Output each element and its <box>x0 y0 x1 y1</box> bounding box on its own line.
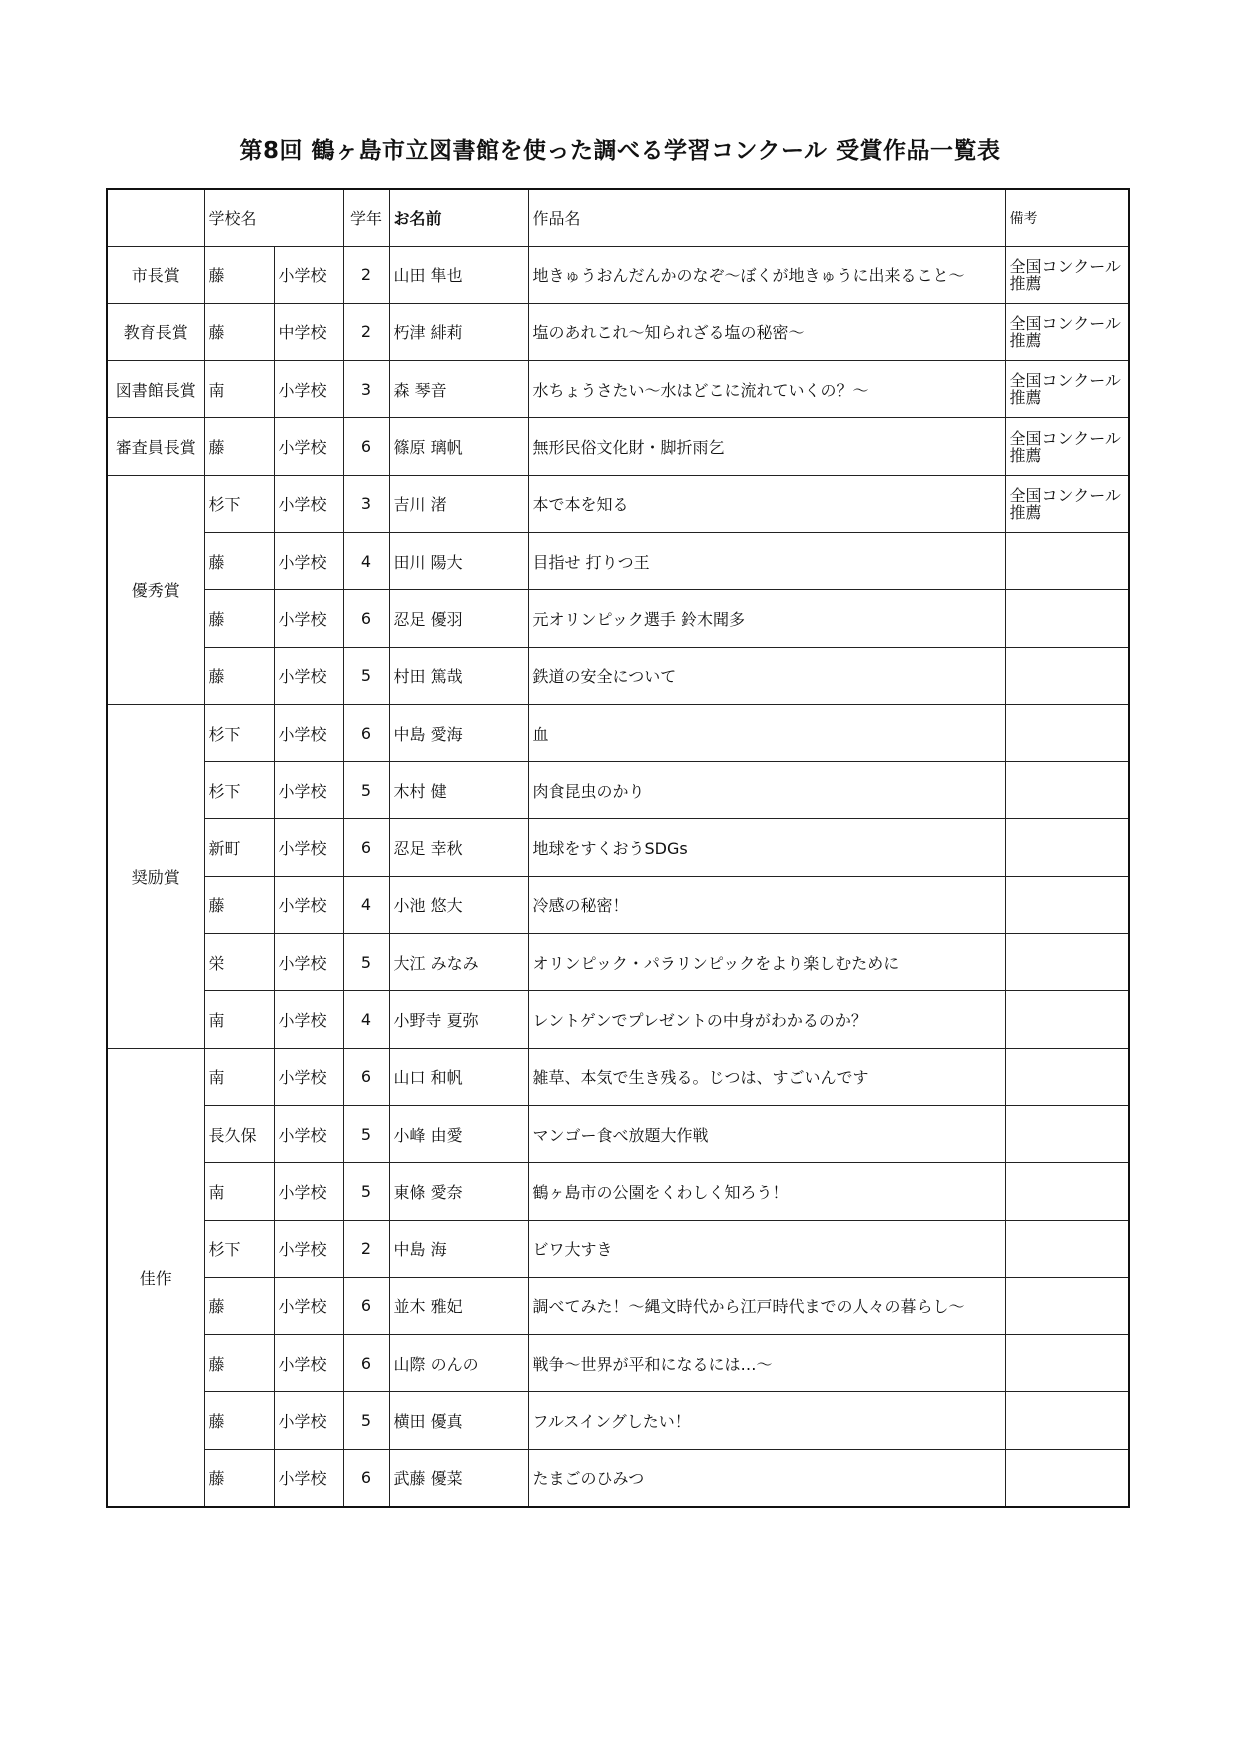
school-cell: 藤 <box>204 1449 274 1506</box>
school-cell: 杉下 <box>204 762 274 819</box>
school-type-cell: 小学校 <box>274 246 343 303</box>
grade-cell: 2 <box>343 1220 389 1277</box>
award-category: 市長賞 <box>107 246 204 303</box>
work-title-cell: 鶴ヶ島市の公園をくわしく知ろう！ <box>528 1163 1005 1220</box>
grade-cell: 4 <box>343 991 389 1048</box>
grade-cell: 6 <box>343 1277 389 1334</box>
name-cell: 忍足 幸秋 <box>389 819 528 876</box>
note-cell <box>1005 991 1129 1048</box>
work-title-cell: 雑草、本気で生き残る。じつは、すごいんです <box>528 1048 1005 1105</box>
table-row <box>107 819 1129 876</box>
name-cell: 東條 愛奈 <box>389 1163 528 1220</box>
note-cell <box>1005 1392 1129 1449</box>
table-row <box>107 934 1129 991</box>
name-cell: 吉川 渚 <box>389 475 528 532</box>
school-cell: 藤 <box>204 876 274 933</box>
work-title-cell: ビワ大すき <box>528 1220 1005 1277</box>
school-cell: 杉下 <box>204 475 274 532</box>
table-row <box>107 762 1129 819</box>
grade-cell: 6 <box>343 1335 389 1392</box>
table-row <box>107 704 1129 761</box>
note-cell <box>1005 532 1129 589</box>
header-award <box>107 189 204 246</box>
note-cell <box>1005 704 1129 761</box>
school-type-cell: 小学校 <box>274 1105 343 1162</box>
school-type-cell: 小学校 <box>274 1335 343 1392</box>
table-row <box>107 876 1129 933</box>
school-type-cell: 小学校 <box>274 532 343 589</box>
school-type-cell: 小学校 <box>274 819 343 876</box>
header-note: 備考 <box>1005 189 1129 246</box>
table-row <box>107 532 1129 589</box>
note-cell <box>1005 590 1129 647</box>
school-type-cell: 小学校 <box>274 991 343 1048</box>
grade-cell: 2 <box>343 246 389 303</box>
grade-cell: 5 <box>343 934 389 991</box>
school-type-cell: 小学校 <box>274 361 343 418</box>
table-row <box>107 475 1129 532</box>
school-cell: 南 <box>204 361 274 418</box>
school-cell: 長久保 <box>204 1105 274 1162</box>
award-category: 優秀賞 <box>107 475 204 704</box>
award-category: 教育長賞 <box>107 303 204 360</box>
work-title-cell: 無形民俗文化財・脚折雨乞 <box>528 418 1005 475</box>
grade-cell: 5 <box>343 1392 389 1449</box>
table-row <box>107 590 1129 647</box>
name-cell: 森 琴音 <box>389 361 528 418</box>
school-type-cell: 小学校 <box>274 704 343 761</box>
school-type-cell: 中学校 <box>274 303 343 360</box>
note-cell <box>1005 819 1129 876</box>
work-title-cell: 血 <box>528 704 1005 761</box>
school-cell: 藤 <box>204 418 274 475</box>
school-cell: 藤 <box>204 532 274 589</box>
school-type-cell: 小学校 <box>274 418 343 475</box>
name-cell: 篠原 璃帆 <box>389 418 528 475</box>
note-cell <box>1005 1048 1129 1105</box>
table-row <box>107 647 1129 704</box>
note-cell <box>1005 1449 1129 1506</box>
table-row <box>107 303 1129 360</box>
school-type-cell: 小学校 <box>274 762 343 819</box>
name-cell: 木村 健 <box>389 762 528 819</box>
name-cell: 小野寺 夏弥 <box>389 991 528 1048</box>
name-cell: 朽津 緋莉 <box>389 303 528 360</box>
school-type-cell: 小学校 <box>274 1449 343 1506</box>
grade-cell: 5 <box>343 647 389 704</box>
note-cell <box>1005 934 1129 991</box>
work-title-cell: 調べてみた！～縄文時代から江戸時代までの人々の暮らし～ <box>528 1277 1005 1334</box>
name-cell: 山田 隼也 <box>389 246 528 303</box>
work-title-cell: フルスイングしたい！ <box>528 1392 1005 1449</box>
note-cell: 全国コンクール 推薦 <box>1005 303 1129 360</box>
school-type-cell: 小学校 <box>274 647 343 704</box>
work-title-cell: 戦争～世界が平和になるには…～ <box>528 1335 1005 1392</box>
work-title-cell: マンゴー食べ放題大作戦 <box>528 1105 1005 1162</box>
work-title-cell: オリンピック・パラリンピックをより楽しむために <box>528 934 1005 991</box>
name-cell: 山際 のんの <box>389 1335 528 1392</box>
grade-cell: 2 <box>343 303 389 360</box>
award-table <box>106 188 1130 1508</box>
table-row <box>107 1392 1129 1449</box>
table-row <box>107 1277 1129 1334</box>
work-title-cell: 目指せ 打りつ王 <box>528 532 1005 589</box>
work-title-cell: 鉄道の安全について <box>528 647 1005 704</box>
school-cell: 藤 <box>204 246 274 303</box>
table-row <box>107 1449 1129 1506</box>
page-title: 第8回 鶴ヶ島市立図書館を使った調べる学習コンクール 受賞作品一覧表 <box>239 138 1001 164</box>
note-cell <box>1005 1105 1129 1162</box>
table-row <box>107 418 1129 475</box>
table-row <box>107 1220 1129 1277</box>
school-cell: 南 <box>204 991 274 1048</box>
note-cell <box>1005 1335 1129 1392</box>
note-cell: 全国コンクール 推薦 <box>1005 475 1129 532</box>
table-row <box>107 246 1129 303</box>
table-row <box>107 1048 1129 1105</box>
school-type-cell: 小学校 <box>274 1277 343 1334</box>
grade-cell: 4 <box>343 532 389 589</box>
school-type-cell: 小学校 <box>274 1392 343 1449</box>
school-type-cell: 小学校 <box>274 475 343 532</box>
note-cell <box>1005 876 1129 933</box>
table-row <box>107 361 1129 418</box>
name-cell: 山口 和帆 <box>389 1048 528 1105</box>
work-title-cell: たまごのひみつ <box>528 1449 1005 1506</box>
school-cell: 栄 <box>204 934 274 991</box>
school-type-cell: 小学校 <box>274 1163 343 1220</box>
name-cell: 田川 陽大 <box>389 532 528 589</box>
name-cell: 中島 海 <box>389 1220 528 1277</box>
grade-cell: 6 <box>343 590 389 647</box>
grade-cell: 6 <box>343 819 389 876</box>
name-cell: 横田 優真 <box>389 1392 528 1449</box>
school-type-cell: 小学校 <box>274 590 343 647</box>
note-cell <box>1005 1220 1129 1277</box>
name-cell: 村田 篤哉 <box>389 647 528 704</box>
work-title-cell: 水ちょうさたい～水はどこに流れていくの？～ <box>528 361 1005 418</box>
name-cell: 中島 愛海 <box>389 704 528 761</box>
school-cell: 藤 <box>204 1392 274 1449</box>
school-type-cell: 小学校 <box>274 934 343 991</box>
name-cell: 武藤 優菜 <box>389 1449 528 1506</box>
school-type-cell: 小学校 <box>274 1220 343 1277</box>
grade-cell: 6 <box>343 1048 389 1105</box>
grade-cell: 6 <box>343 1449 389 1506</box>
name-cell: 大江 みなみ <box>389 934 528 991</box>
grade-cell: 5 <box>343 1105 389 1162</box>
table-row <box>107 1105 1129 1162</box>
note-cell <box>1005 1277 1129 1334</box>
header-school: 学校名 <box>204 189 343 246</box>
note-cell <box>1005 762 1129 819</box>
grade-cell: 6 <box>343 704 389 761</box>
school-cell: 藤 <box>204 1335 274 1392</box>
school-cell: 杉下 <box>204 1220 274 1277</box>
work-title-cell: レントゲンでプレゼントの中身がわかるのか？ <box>528 991 1005 1048</box>
work-title-cell: 肉食昆虫のかり <box>528 762 1005 819</box>
school-cell: 藤 <box>204 303 274 360</box>
note-cell <box>1005 1163 1129 1220</box>
name-cell: 並木 雅妃 <box>389 1277 528 1334</box>
school-cell: 藤 <box>204 647 274 704</box>
work-title-cell: 元オリンピック選手 鈴木聞多 <box>528 590 1005 647</box>
header-name: お名前 <box>389 189 528 246</box>
note-cell: 全国コンクール 推薦 <box>1005 418 1129 475</box>
grade-cell: 3 <box>343 475 389 532</box>
school-cell: 新町 <box>204 819 274 876</box>
note-cell: 全国コンクール 推薦 <box>1005 361 1129 418</box>
school-cell: 南 <box>204 1048 274 1105</box>
school-cell: 藤 <box>204 590 274 647</box>
work-title-cell: 塩のあれこれ～知られざる塩の秘密～ <box>528 303 1005 360</box>
work-title-cell: 冷感の秘密！ <box>528 876 1005 933</box>
name-cell: 忍足 優羽 <box>389 590 528 647</box>
grade-cell: 5 <box>343 1163 389 1220</box>
school-cell: 杉下 <box>204 704 274 761</box>
grade-cell: 6 <box>343 418 389 475</box>
school-cell: 藤 <box>204 1277 274 1334</box>
school-type-cell: 小学校 <box>274 1048 343 1105</box>
work-title-cell: 地球をすくおうSDGs <box>528 819 1005 876</box>
award-category: 奨励賞 <box>107 704 204 1048</box>
header-work: 作品名 <box>528 189 1005 246</box>
award-category: 審査員長賞 <box>107 418 204 475</box>
school-cell: 南 <box>204 1163 274 1220</box>
header-grade: 学年 <box>343 189 389 246</box>
name-cell: 小峰 由愛 <box>389 1105 528 1162</box>
grade-cell: 3 <box>343 361 389 418</box>
work-title-cell: 地きゅうおんだんかのなぞ～ぼくが地きゅうに出来ること～ <box>528 246 1005 303</box>
table-row <box>107 991 1129 1048</box>
grade-cell: 5 <box>343 762 389 819</box>
grade-cell: 4 <box>343 876 389 933</box>
award-category: 図書館長賞 <box>107 361 204 418</box>
note-cell <box>1005 647 1129 704</box>
school-type-cell: 小学校 <box>274 876 343 933</box>
work-title-cell: 本で本を知る <box>528 475 1005 532</box>
name-cell: 小池 悠大 <box>389 876 528 933</box>
award-category: 佳作 <box>107 1048 204 1506</box>
table-row <box>107 1163 1129 1220</box>
table-row <box>107 1335 1129 1392</box>
header-row <box>107 189 1129 246</box>
note-cell: 全国コンクール 推薦 <box>1005 246 1129 303</box>
